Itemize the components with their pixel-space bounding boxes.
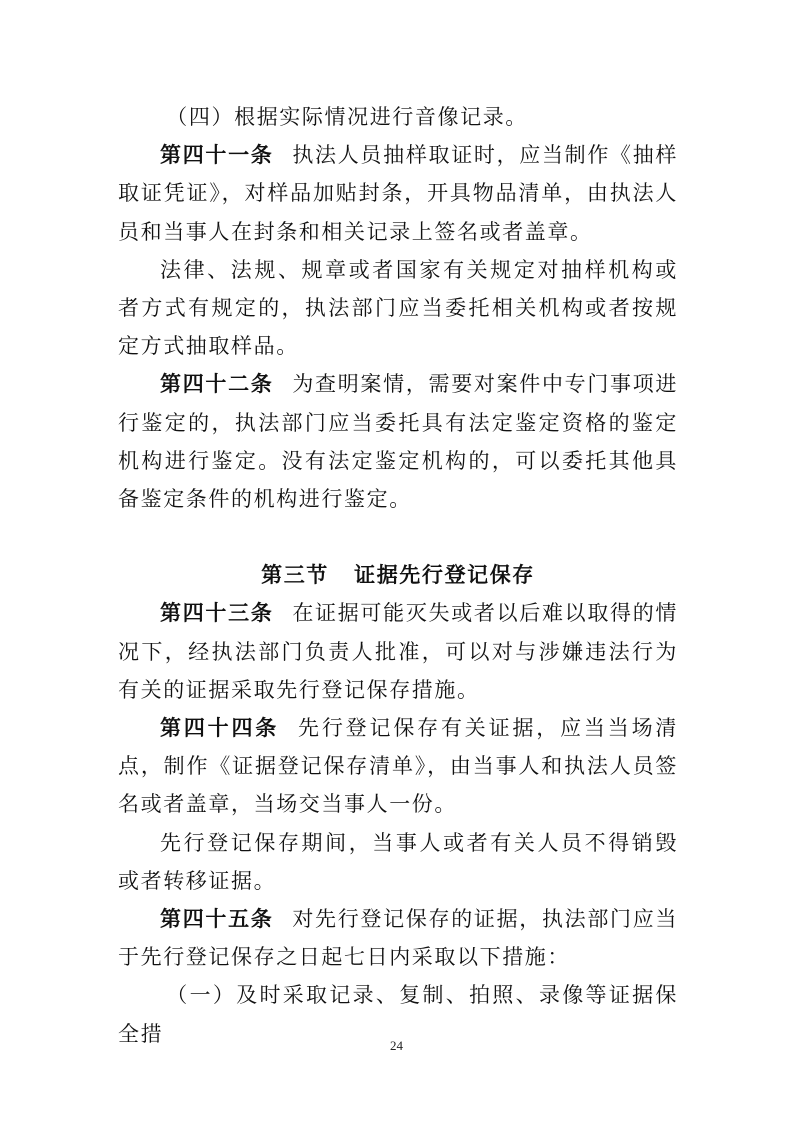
article-number: 第四十二条	[160, 372, 274, 397]
article-text: 在证据可能灭失或者以后难以取得的情况下，经执法部门负责人批准，可以对与涉嫌违法行为有关的证据采取先行登记保存措施。	[118, 601, 679, 702]
document-body	[118, 98, 678, 1053]
page-number: 24	[390, 1038, 403, 1053]
article-text: 为查明案情，需要对案件中专门事项进行鉴定的，执法部门应当委托具有法定鉴定资格的鉴定机构进行鉴定。没有法定鉴定机构的，可以委托其他具备鉴定条件的机构进行鉴定。	[118, 372, 679, 512]
article-41	[118, 136, 678, 251]
article-42	[118, 365, 678, 518]
article-44-paragraph-2	[118, 824, 678, 900]
article-41-paragraph-2	[118, 251, 678, 366]
article-number: 第四十一条	[160, 143, 274, 168]
article-number: 第四十四条	[160, 716, 280, 741]
paragraph-text: 法律、法规、规章或者国家有关规定对抽样机构或者方式有规定的，执法部门应当委托相关机构或者按规定方式抽取样品。	[118, 257, 678, 359]
clause-item-4	[118, 98, 678, 136]
section-heading	[118, 556, 678, 594]
article-number: 第四十五条	[160, 907, 274, 932]
article-45	[118, 900, 678, 976]
section-number: 第三节	[261, 563, 329, 588]
article-44	[118, 709, 678, 824]
paragraph-text: 先行登记保存期间，当事人或者有关人员不得销毁或者转移证据。	[118, 830, 678, 893]
clause-text: （一）及时采取记录、复制、拍照、录像等证据保全措	[118, 983, 678, 1046]
clause-text: （四）根据实际情况进行音像记录。	[166, 105, 528, 129]
article-text: 对先行登记保存的证据，执法部门应当于先行登记保存之日起七日内采取以下措施：	[118, 907, 679, 970]
article-number: 第四十三条	[160, 601, 274, 626]
article-text: 执法人员抽样取证时，应当制作《抽样取证凭证》，对样品加贴封条，开具物品清单，由执法人员和当事人在封条和相关记录上签名或者盖章。	[118, 143, 679, 244]
article-43	[118, 594, 678, 709]
article-text: 先行登记保存有关证据，应当当场清点，制作《证据登记保存清单》，由当事人和执法人员签名或者盖章，当场交当事人一份。	[118, 716, 678, 817]
section-title: 证据先行登记保存	[354, 563, 535, 588]
